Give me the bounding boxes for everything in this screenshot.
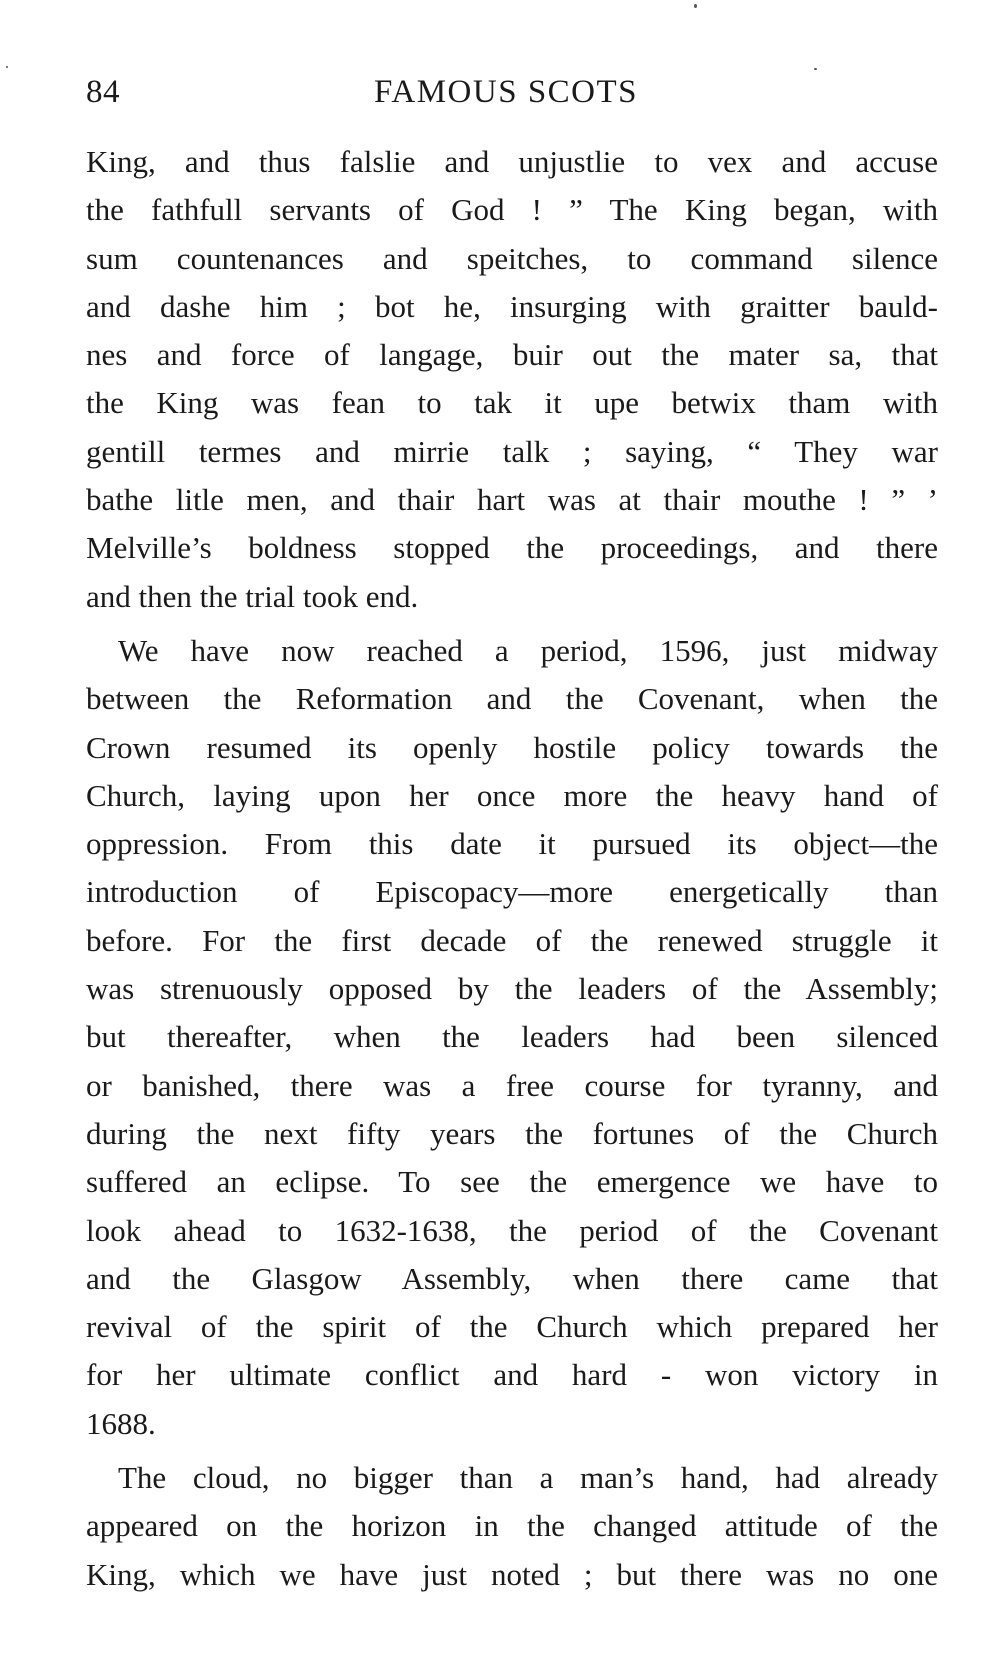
text-line: gentill termes and mirrie talk ; saying, “ They war — [86, 433, 938, 469]
text-line: appeared on the horizon in the changed attitude of the — [86, 1508, 938, 1544]
text-line: or banished, there was a free course for tyranny, and — [86, 1067, 938, 1103]
text-line: between the Reformation and the Covenant, when the — [86, 681, 938, 717]
text-line: introduction of Episcopacy—more energetically than — [86, 874, 938, 910]
text-line: We have now reached a period, 1596, just midway — [118, 632, 938, 668]
text-line: King, and thus falslie and unjustlie to vex and accuse — [86, 144, 938, 179]
page-number: 84 — [86, 74, 120, 110]
running-title: FAMOUS SCOTS — [373, 74, 639, 110]
text-line: sum countenances and speitches, to command silence — [86, 240, 938, 276]
text-line: Crown resumed its openly hostile policy towards the — [86, 729, 938, 765]
text-line: oppression. From this date it pursued its object—the — [86, 826, 938, 862]
text-line: and dashe him ; bot he, insurging with graitter bauld- — [86, 288, 938, 324]
text-line: suffered an eclipse. To see the emergence we have to — [86, 1164, 938, 1200]
text-line: King, which we have just noted ; but there was no one — [86, 1556, 938, 1592]
text-line: revival of the spirit of the Church which prepared her — [86, 1309, 938, 1345]
text-line: 1688. — [86, 1405, 156, 1441]
paragraph-2 — [86, 627, 938, 1448]
text-line: bathe litle men, and thair hart was at thair mouthe ! ” ’ — [86, 482, 938, 518]
text-line: during the next fifty years the fortunes of the Church — [86, 1115, 938, 1151]
running-head — [86, 74, 926, 118]
text-line: the fathfull servants of God ! ” The King began, with — [86, 192, 938, 228]
text-line: look ahead to 1632-1638, the period of the Covenant — [86, 1212, 938, 1248]
text-line: for her ultimate conflict and hard - won victory in — [86, 1357, 938, 1393]
text-line: nes and force of langage, buir out the mater sa, that — [86, 337, 938, 373]
text-line: was strenuously opposed by the leaders of the Assembly; — [86, 971, 938, 1007]
print-speck — [6, 66, 8, 68]
paragraph-1 — [86, 138, 938, 621]
text-line: and then the trial took end. — [86, 578, 419, 614]
text-line: the King was fean to tak it upe betwix tham with — [86, 385, 938, 421]
paragraph-3 — [86, 1454, 938, 1599]
text-line: and the Glasgow Assembly, when there came that — [86, 1260, 938, 1296]
print-speck — [694, 4, 697, 8]
text-line: Melville’s boldness stopped the proceedings, and there — [86, 530, 938, 566]
text-line: but thereafter, when the leaders had been silenced — [86, 1019, 938, 1055]
text-line: before. For the first decade of the renewed struggle it — [86, 922, 938, 958]
body-text — [86, 138, 938, 1599]
text-line: The cloud, no bigger than a man’s hand, had already — [118, 1460, 938, 1496]
text-line: Church, laying upon her once more the heavy hand of — [86, 777, 938, 813]
print-speck — [814, 68, 817, 70]
